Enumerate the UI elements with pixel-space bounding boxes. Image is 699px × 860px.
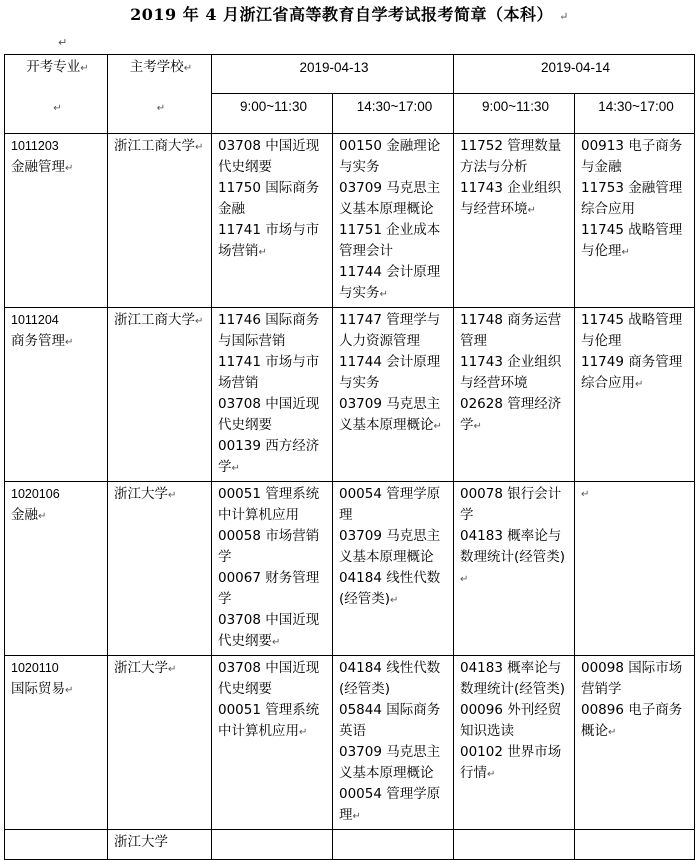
school-name: 浙江工商大学 bbox=[114, 138, 195, 154]
header-major: 开考专业↵ ↵ bbox=[5, 55, 108, 134]
session-cell bbox=[5, 830, 108, 860]
session-cell bbox=[212, 308, 333, 482]
paragraph-mark-icon: ↵ bbox=[65, 685, 74, 696]
course-item: 00139 西方经济学↵ bbox=[218, 438, 320, 475]
paragraph-mark-icon: ↵ bbox=[65, 163, 74, 174]
course-item: 03709 马克思主义基本原理概论 bbox=[339, 528, 441, 565]
course-item: 11748 商务运营管理 bbox=[460, 312, 562, 349]
course-item: 00096 外刊经贸知识选读 bbox=[460, 702, 562, 739]
paragraph-mark-icon: ↵ bbox=[38, 511, 47, 522]
major-code: 1011204 bbox=[11, 313, 59, 327]
paragraph-mark-icon: ↵ bbox=[258, 247, 267, 258]
paragraph-mark-icon: ↵ bbox=[635, 379, 644, 390]
major-cell bbox=[5, 656, 108, 830]
paragraph-mark-icon: ↵ bbox=[183, 63, 193, 74]
paragraph-mark-icon: ↵ bbox=[80, 63, 89, 74]
major-name: 金融管理 bbox=[11, 159, 65, 175]
school-name: 浙江大学 bbox=[114, 834, 168, 850]
table-row bbox=[5, 308, 695, 482]
course-item: 11747 管理学与人力资源管理 bbox=[339, 312, 441, 349]
course-item: 11743 企业组织与经营环境 bbox=[460, 354, 562, 391]
paragraph-mark-icon: ↵ bbox=[195, 316, 204, 327]
school-cell bbox=[108, 656, 212, 830]
paragraph-mark-icon: ↵ bbox=[527, 205, 536, 216]
paragraph-mark-icon: ↵ bbox=[272, 637, 281, 648]
course-item: 11741 市场与市场营销↵ bbox=[218, 222, 320, 259]
paragraph-mark-icon: ↵ bbox=[299, 727, 308, 738]
course-item: 05844 国际商务英语 bbox=[339, 702, 441, 739]
course-item: 04183 概率论与数理统计(经管类) bbox=[460, 660, 566, 697]
header-row-dates bbox=[5, 55, 695, 94]
paragraph-mark-icon: ↵ bbox=[460, 574, 469, 585]
course-item: 11744 会计原理与实务 bbox=[339, 354, 441, 391]
school-name: 浙江工商大学 bbox=[114, 312, 195, 328]
course-item: 11750 国际商务金融 bbox=[218, 180, 320, 217]
school-name: 浙江大学 bbox=[114, 660, 168, 676]
paragraph-mark-icon: ↵ bbox=[379, 289, 388, 300]
course-item: 03708 中国近现代史纲要 bbox=[218, 138, 320, 175]
paragraph-mark-icon: ↵ bbox=[608, 727, 617, 738]
paragraph-mark-icon: ↵ bbox=[473, 421, 482, 432]
header-time: 9:00~11:30 bbox=[454, 94, 575, 134]
session-cell bbox=[333, 656, 454, 830]
header-time: 14:30~17:00 bbox=[575, 94, 695, 134]
paragraph-mark-icon: ↵ bbox=[487, 769, 496, 780]
paragraph-mark-icon: ↵ bbox=[433, 421, 442, 432]
session-cell bbox=[454, 656, 575, 830]
course-item: 03708 中国近现代史纲要↵ bbox=[218, 612, 320, 649]
course-item: 00054 管理学原理↵ bbox=[339, 786, 441, 823]
paragraph-mark-icon: ↵ bbox=[53, 103, 62, 114]
table-row bbox=[5, 656, 695, 830]
session-cell bbox=[575, 482, 695, 656]
page-title: 2019 年 4 月浙江省高等教育自学考试报考简章（本科） ↵ bbox=[130, 5, 569, 24]
header-date-1: 2019-04-13 bbox=[212, 55, 454, 94]
session-cell bbox=[333, 830, 454, 860]
session-cell bbox=[212, 134, 333, 308]
course-item: 00913 电子商务与金融 bbox=[581, 138, 683, 175]
course-item: 11743 企业组织与经营环境↵ bbox=[460, 180, 562, 217]
school-cell bbox=[108, 482, 212, 656]
header-school: 主考学校↵ ↵ bbox=[108, 55, 212, 134]
table-row bbox=[5, 482, 695, 656]
course-item: 00054 管理学原理 bbox=[339, 486, 441, 523]
paragraph-mark-icon: ↵ bbox=[195, 142, 204, 153]
paragraph-mark-icon: ↵ bbox=[581, 489, 590, 500]
session-cell bbox=[575, 134, 695, 308]
paragraph-mark-icon: ↵ bbox=[65, 337, 74, 348]
session-cell bbox=[454, 308, 575, 482]
session-cell bbox=[575, 830, 695, 860]
paragraph-mark-icon: ↵ bbox=[621, 247, 630, 258]
major-cell bbox=[5, 308, 108, 482]
major-name: 金融 bbox=[11, 507, 38, 523]
course-item: 11746 国际商务与国际营销 bbox=[218, 312, 320, 349]
session-cell bbox=[575, 308, 695, 482]
school-cell bbox=[108, 830, 212, 860]
course-item: 11745 战略管理与伦理 bbox=[581, 312, 683, 349]
course-item: 04184 线性代数(经管类) bbox=[339, 660, 441, 697]
course-item: 02628 管理经济学↵ bbox=[460, 396, 562, 433]
school-cell bbox=[108, 308, 212, 482]
course-item: 04184 线性代数(经管类)↵ bbox=[339, 570, 441, 607]
paragraph-mark-icon: ↵ bbox=[168, 490, 177, 501]
course-item: 00058 市场营销学 bbox=[218, 528, 320, 565]
major-code: 1020110 bbox=[11, 661, 59, 675]
session-cell bbox=[333, 308, 454, 482]
course-item: 04183 概率论与数理统计(经管类)↵ bbox=[460, 528, 566, 585]
school-name: 浙江大学 bbox=[114, 486, 168, 502]
course-item: 00102 世界市场行情↵ bbox=[460, 744, 562, 781]
session-cell bbox=[212, 656, 333, 830]
table-row bbox=[5, 134, 695, 308]
paragraph-mark-icon: ↵ bbox=[231, 463, 240, 474]
course-item: 00150 金融理论与实务 bbox=[339, 138, 441, 175]
paragraph-mark-icon: ↵ bbox=[559, 10, 569, 23]
header-date-2: 2019-04-14 bbox=[454, 55, 695, 94]
course-item: 11745 战略管理与伦理↵ bbox=[581, 222, 683, 259]
session-cell bbox=[454, 830, 575, 860]
course-item: 03709 马克思主义基本原理概论 bbox=[339, 744, 441, 781]
paragraph-mark-icon: ↵ bbox=[352, 811, 361, 822]
course-item: 11753 金融管理综合应用 bbox=[581, 180, 683, 217]
header-time: 9:00~11:30 bbox=[212, 94, 333, 134]
course-item: 03709 马克思主义基本原理概论↵ bbox=[339, 396, 442, 433]
exam-schedule-table bbox=[4, 54, 695, 860]
paragraph-mark-icon: ↵ bbox=[156, 103, 166, 114]
major-name: 商务管理 bbox=[11, 333, 65, 349]
header-time: 14:30~17:00 bbox=[333, 94, 454, 134]
session-cell bbox=[333, 482, 454, 656]
course-item: 00078 银行会计学 bbox=[460, 486, 562, 523]
course-item: 11744 会计原理与实务↵ bbox=[339, 264, 441, 301]
major-cell bbox=[5, 134, 108, 308]
session-cell bbox=[212, 830, 333, 860]
paragraph-mark-icon: ↵ bbox=[390, 595, 399, 606]
major-name: 国际贸易 bbox=[11, 681, 65, 697]
course-item: 11741 市场与市场营销 bbox=[218, 354, 320, 391]
major-code: 1011203 bbox=[11, 139, 59, 153]
course-item: 00896 电子商务概论↵ bbox=[581, 702, 683, 739]
session-cell bbox=[575, 656, 695, 830]
course-item: 03708 中国近现代史纲要 bbox=[218, 660, 320, 697]
table-row bbox=[5, 830, 695, 860]
course-item: 00051 管理系统中计算机应用 bbox=[218, 486, 320, 523]
paragraph-mark-icon: ↵ bbox=[168, 664, 177, 675]
course-item: 11749 商务管理综合应用↵ bbox=[581, 354, 683, 391]
course-item: 03709 马克思主义基本原理概论 bbox=[339, 180, 441, 217]
session-cell bbox=[454, 134, 575, 308]
course-item: 00067 财务管理学 bbox=[218, 570, 320, 607]
course-item: 03708 中国近现代史纲要 bbox=[218, 396, 320, 433]
paragraph-mark-icon: ↵ bbox=[58, 36, 68, 49]
course-item: 00051 管理系统中计算机应用↵ bbox=[218, 702, 320, 739]
major-cell bbox=[5, 482, 108, 656]
major-code: 1020106 bbox=[11, 487, 60, 501]
course-item: 00098 国际市场营销学 bbox=[581, 660, 683, 697]
course-item: 11751 企业成本管理会计 bbox=[339, 222, 441, 259]
course-item: 11752 管理数量方法与分析 bbox=[460, 138, 562, 175]
session-cell bbox=[333, 134, 454, 308]
school-cell bbox=[108, 134, 212, 308]
session-cell bbox=[454, 482, 575, 656]
session-cell bbox=[212, 482, 333, 656]
